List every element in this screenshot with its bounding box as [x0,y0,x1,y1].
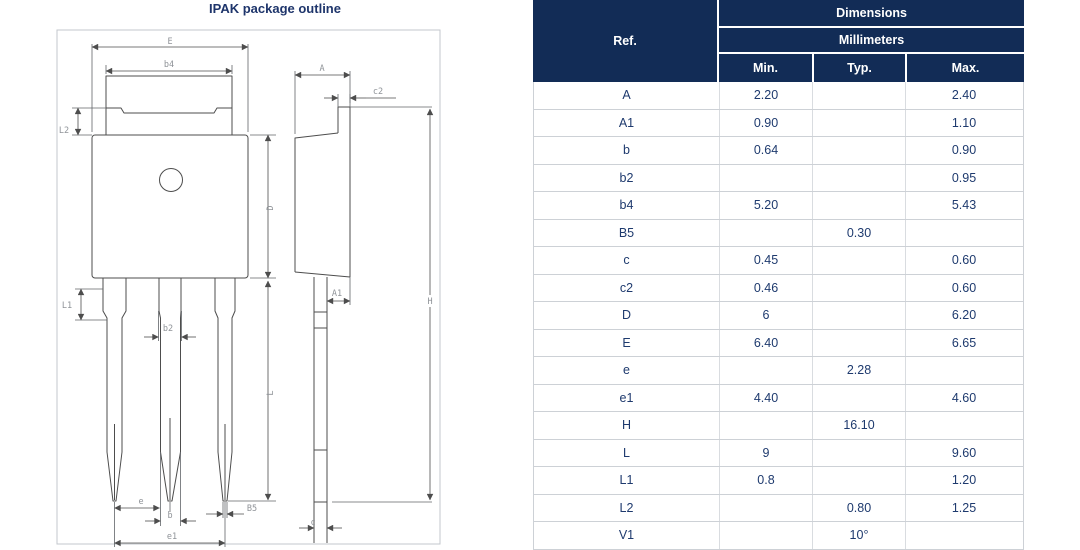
max-cell: 9.60 [905,440,1022,467]
max-cell: 4.60 [905,385,1022,412]
mounting-hole [160,169,183,192]
typ-cell: 10° [812,522,905,549]
dim-label-A: A [319,64,325,74]
table-row [534,357,1023,385]
dim-label-B5: B5 [246,504,258,514]
front-view [92,76,248,501]
typ-cell [812,467,905,494]
header-min-typ-max [719,54,1024,82]
table-header [533,0,1024,82]
max-cell: 5.43 [905,192,1022,219]
typ-cell [812,302,905,329]
min-cell: 0.90 [719,110,812,137]
typ-cell [812,440,905,467]
min-cell: 0.45 [719,247,812,274]
header-millimeters: Millimeters [719,28,1024,54]
max-cell [905,522,1022,549]
dim-label-e: e [138,497,144,507]
typ-cell: 16.10 [812,412,905,439]
ref-cell: V1 [534,522,719,549]
max-cell: 2.40 [905,82,1022,109]
table-row [534,330,1023,358]
typ-cell [812,247,905,274]
ref-cell: A1 [534,110,719,137]
dim-label-e1: e1 [166,532,178,542]
side-tab [338,107,350,277]
typ-cell [812,330,905,357]
dim-label-L: L [266,390,276,396]
dimensions-table [533,0,1024,550]
header-max: Max. [905,54,1024,82]
max-cell: 1.20 [905,467,1022,494]
dim-label-L2: L2 [58,126,70,136]
page-title: IPAK package outline [209,1,341,16]
typ-cell [812,165,905,192]
ref-cell: c [534,247,719,274]
ref-cell: b2 [534,165,719,192]
max-cell: 6.65 [905,330,1022,357]
max-cell [905,357,1022,384]
tab-notch [106,108,232,113]
min-cell: 5.20 [719,192,812,219]
table-row [534,82,1023,110]
typ-cell [812,385,905,412]
side-view [295,107,350,543]
header-dimensions-block [719,0,1024,82]
max-cell: 6.20 [905,302,1022,329]
table-row [534,192,1023,220]
dim-label-H: H [427,297,433,307]
ref-cell: c2 [534,275,719,302]
dim-label-A1: A1 [331,289,343,299]
table-row [534,275,1023,303]
ref-cell: e1 [534,385,719,412]
tab-outline [106,76,232,135]
table-row [534,110,1023,138]
ref-cell: L [534,440,719,467]
ref-cell: E [534,330,719,357]
max-cell [905,220,1022,247]
typ-cell: 2.28 [812,357,905,384]
typ-cell: 0.80 [812,495,905,522]
table-row [534,495,1023,523]
min-cell: 2.20 [719,82,812,109]
max-cell: 1.25 [905,495,1022,522]
dimension-lines [78,47,433,543]
dim-label-D: D [266,205,276,211]
dim-label-L1: L1 [61,301,73,311]
header-ref: Ref. [533,0,719,82]
side-lead [314,277,327,543]
header-dimensions: Dimensions [719,0,1024,28]
ref-cell: b [534,137,719,164]
typ-cell [812,82,905,109]
min-cell: 4.40 [719,385,812,412]
max-cell: 1.10 [905,110,1022,137]
min-cell: 6 [719,302,812,329]
min-cell: 0.46 [719,275,812,302]
typ-cell [812,137,905,164]
min-cell [719,165,812,192]
ref-cell: L1 [534,467,719,494]
table-row [534,302,1023,330]
ref-cell: H [534,412,719,439]
dim-label-b4: b4 [163,60,175,70]
ref-cell: b4 [534,192,719,219]
dim-label-E: E [167,37,173,47]
header-typ: Typ. [812,54,905,82]
ref-cell: B5 [534,220,719,247]
ref-cell: L2 [534,495,719,522]
table-row [534,467,1023,495]
table-row [534,220,1023,248]
max-cell [905,412,1022,439]
ref-cell: e [534,357,719,384]
min-cell [719,220,812,247]
side-body-bottom [295,272,350,277]
package-body [92,135,248,278]
min-cell [719,412,812,439]
typ-cell [812,110,905,137]
min-cell: 6.40 [719,330,812,357]
dim-label-b: b [167,511,173,521]
min-cell: 0.8 [719,467,812,494]
typ-cell [812,275,905,302]
table-row [534,440,1023,468]
dim-label-b2: b2 [162,324,174,334]
header-min: Min. [719,54,812,82]
dim-label-c2: c2 [372,87,384,97]
max-cell: 0.60 [905,247,1022,274]
table-row [534,385,1023,413]
dim-label-c: c [310,518,316,528]
min-cell: 9 [719,440,812,467]
table-row [534,165,1023,193]
max-cell: 0.90 [905,137,1022,164]
side-lead-bend-marks [314,312,327,502]
min-cell [719,522,812,549]
table-row [534,522,1023,550]
table-body [533,82,1024,550]
min-cell: 0.64 [719,137,812,164]
side-body-left [295,133,338,272]
ref-cell: D [534,302,719,329]
typ-cell [812,192,905,219]
min-cell [719,495,812,522]
max-cell: 0.60 [905,275,1022,302]
max-cell: 0.95 [905,165,1022,192]
min-cell [719,357,812,384]
table-row [534,137,1023,165]
table-row [534,412,1023,440]
typ-cell: 0.30 [812,220,905,247]
ref-cell: A [534,82,719,109]
table-row [534,247,1023,275]
